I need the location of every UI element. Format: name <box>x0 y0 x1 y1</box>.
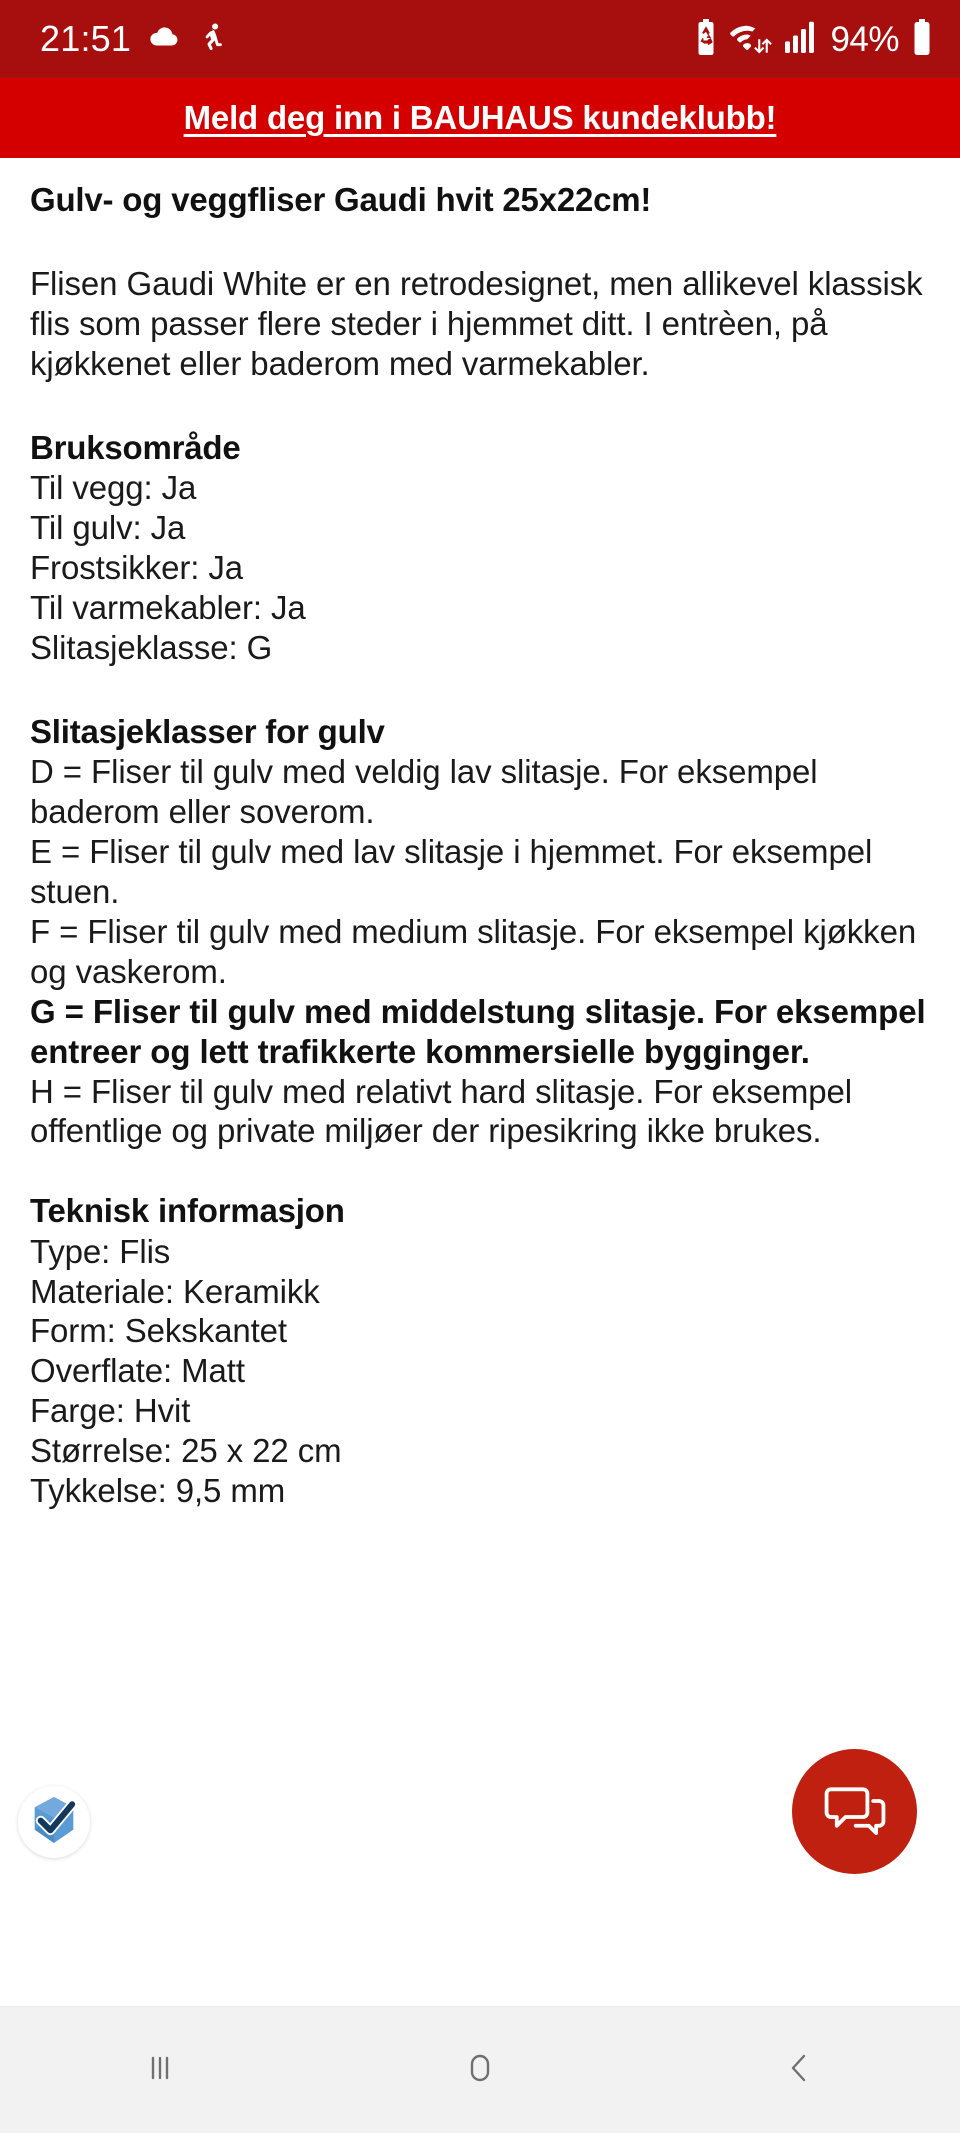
spec-line: Farge: Hvit <box>30 1392 191 1430</box>
wear-class-g: G = Fliser til gulv med middelstung slitasje. For eksempel entreer og lett trafikkerte kommersielle bygginger. <box>30 992 926 1070</box>
wear-class-e: E = Fliser til gulv med lav slitasje i hjemmet. For eksempel stuen. <box>30 832 873 910</box>
spec-line: Til varmekabler: Ja <box>30 589 306 627</box>
spacer <box>30 668 932 712</box>
spacer <box>30 1151 932 1191</box>
spec-line: Frostsikker: Ja <box>30 549 244 587</box>
promo-banner-link[interactable]: Meld deg inn i BAUHAUS kundeklubb! <box>183 99 777 136</box>
spec-line: Til vegg: Ja <box>30 469 197 507</box>
recents-icon <box>136 2044 184 2097</box>
spec-line: Overflate: Matt <box>30 1352 245 1390</box>
verified-checkmark-icon <box>25 1791 83 1854</box>
spec-line: Tykkelse: 9,5 mm <box>30 1472 286 1510</box>
battery-icon <box>910 19 934 60</box>
back-button[interactable] <box>725 2007 875 2133</box>
battery-saver-icon <box>693 19 719 60</box>
trust-seal-badge[interactable] <box>18 1786 90 1858</box>
spec-line: Form: Sekskantet <box>30 1312 287 1350</box>
spacer <box>30 220 932 264</box>
spec-line: Slitasjeklasse: G <box>30 628 273 666</box>
battery-percent-label: 94% <box>830 19 899 59</box>
wifi-icon <box>730 19 772 60</box>
wear-class-h: H = Fliser til gulv med relativt hard slitasje. For eksempel offentlige og private miljøer der ripesikring ikke brukes. <box>30 1072 853 1150</box>
spacer <box>30 384 932 428</box>
chat-bubbles-icon <box>820 1774 890 1849</box>
spec-line: Type: Flis <box>30 1232 171 1270</box>
page-title: Gulv- og veggfliser Gaudi hvit 25x22cm! <box>30 181 652 218</box>
status-bar-left <box>40 20 227 59</box>
product-description-content <box>0 158 960 2006</box>
status-bar-right <box>693 19 934 60</box>
status-bar <box>0 0 960 78</box>
spec-line: Materiale: Keramikk <box>30 1272 320 1310</box>
status-clock: 21:51 <box>40 18 132 59</box>
wear-class-f: F = Fliser til gulv med medium slitasje. For eksempel kjøkken og vaskerom. <box>30 912 917 990</box>
promo-banner[interactable] <box>0 78 960 158</box>
bruksomrade-heading: Bruksområde <box>30 429 241 467</box>
product-intro-paragraph: Flisen Gaudi White er en retrodesignet, men allikevel klassisk flis som passer flere steder i hjemmet ditt. I entrèen, på kjøkkenet eller baderom med varmekabler. <box>30 265 923 383</box>
home-button[interactable] <box>405 2007 555 2133</box>
slitasjeklasser-heading: Slitasjeklasser for gulv <box>30 712 385 750</box>
teknisk-informasjon-heading: Teknisk informasjon <box>30 1192 345 1230</box>
spec-line: Størrelse: 25 x 22 cm <box>30 1432 342 1470</box>
wear-class-d: D = Fliser til gulv med veldig lav slitasje. For eksempel baderom eller soverom. <box>30 753 818 831</box>
spec-line: Til gulv: Ja <box>30 509 186 547</box>
chevron-left-icon <box>776 2044 824 2097</box>
recents-button[interactable] <box>85 2007 235 2133</box>
home-icon <box>456 2044 504 2097</box>
running-person-icon <box>197 20 227 59</box>
android-navigation-bar <box>0 2006 960 2133</box>
cellular-signal-icon <box>783 21 819 58</box>
cloud-icon <box>147 20 181 59</box>
chat-support-button[interactable] <box>792 1749 917 1874</box>
